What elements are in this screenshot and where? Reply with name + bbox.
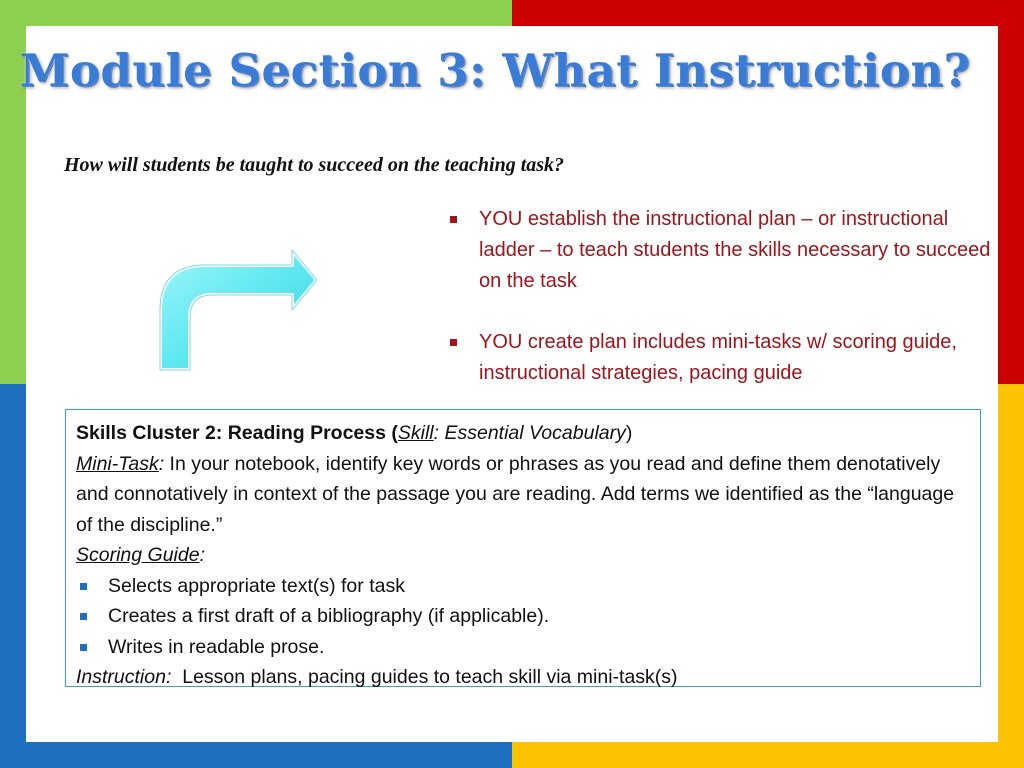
square-bullet-icon bbox=[450, 339, 457, 346]
square-bullet-icon bbox=[450, 216, 457, 223]
scoring-item-text: Selects appropriate text(s) for task bbox=[108, 574, 405, 597]
mini-task-colon: : bbox=[158, 452, 165, 475]
instruction-line bbox=[76, 662, 970, 693]
scoring-guide-heading bbox=[76, 540, 970, 571]
scoring-guide-colon: : bbox=[199, 544, 205, 566]
list-item bbox=[448, 327, 993, 389]
bent-arrow-right-icon bbox=[150, 240, 325, 380]
skill-separator: : bbox=[433, 422, 445, 444]
list-item bbox=[76, 632, 970, 663]
skills-cluster-box bbox=[65, 409, 981, 687]
square-bullet-icon bbox=[80, 644, 87, 651]
instruction-label: Instruction: bbox=[76, 666, 172, 688]
mini-task bbox=[76, 449, 970, 541]
square-bullet-icon bbox=[80, 613, 87, 620]
heading-close: ) bbox=[625, 422, 633, 444]
skill-value: Essential Vocabulary bbox=[444, 422, 626, 444]
scoring-guide-label: Scoring Guide bbox=[76, 544, 200, 566]
scoring-item-text: Writes in readable prose. bbox=[108, 635, 325, 658]
skill-label: Skill bbox=[397, 422, 434, 444]
list-item bbox=[76, 571, 970, 602]
square-bullet-icon bbox=[80, 583, 87, 590]
mini-task-text: In your notebook, identify key words or phrases as you read and define them denotatively and connotatively in context of the passage you are reading. Add terms we identified as the “language of the discipline.” bbox=[76, 452, 955, 536]
slide-title: Module Section 3: What Instruction? bbox=[19, 44, 971, 97]
cluster-heading-text: Skills Cluster 2: Reading Process ( bbox=[76, 422, 398, 444]
cluster-heading bbox=[76, 418, 970, 449]
bullet-text: YOU create plan includes mini-tasks w/ scoring guide, instructional strategies, pacing guide bbox=[479, 331, 957, 384]
list-item bbox=[76, 601, 970, 632]
scoring-guide-list bbox=[76, 571, 970, 663]
instruction-text: Lesson plans, pacing guides to teach skill via mini-task(s) bbox=[171, 666, 678, 688]
key-points-list bbox=[448, 204, 993, 389]
mini-task-label: Mini-Task bbox=[76, 452, 159, 475]
slide-subtitle: How will students be taught to succeed on the teaching task? bbox=[64, 154, 565, 176]
bullet-text: YOU establish the instructional plan – or instructional ladder – to teach students the skills necessary to succeed on the task bbox=[479, 208, 991, 292]
list-item bbox=[448, 204, 993, 297]
scoring-item-text: Creates a first draft of a bibliography (if applicable). bbox=[108, 605, 550, 627]
